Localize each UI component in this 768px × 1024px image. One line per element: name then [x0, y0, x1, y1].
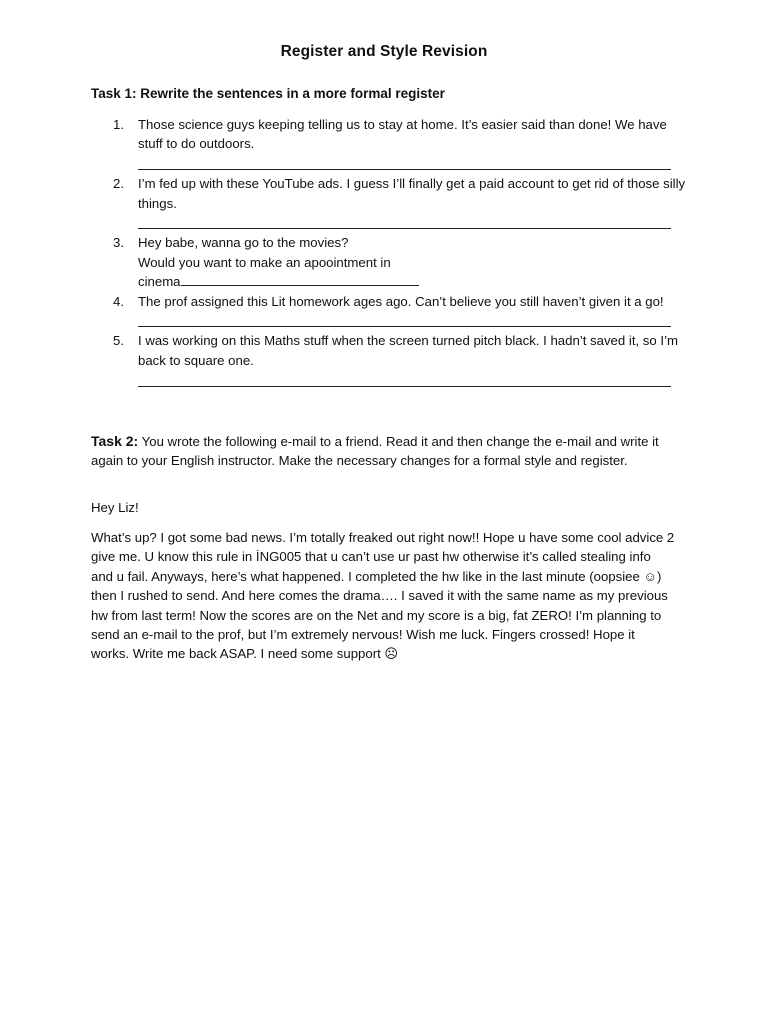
list-item-number: 4.: [113, 293, 124, 309]
answer-line[interactable]: [138, 209, 671, 229]
list-item-text: I’m fed up with these YouTube ads. I guess I’ll finally get a paid account to get rid of those silly things.: [138, 176, 686, 211]
list-item: [91, 115, 691, 170]
list-item-number: 1.: [113, 117, 124, 132]
list-item-text: cinema: [138, 274, 181, 290]
answer-line[interactable]: [138, 366, 671, 386]
task1-sentence-list: [91, 115, 691, 391]
document-title: Register and Style Revision: [280, 43, 488, 60]
list-item-text: I was working on this Maths stuff when the screen turned pitch black. I hadn’t saved it, so I’m back to square one.: [138, 333, 678, 368]
list-item: [91, 292, 691, 328]
answer-line[interactable]: [138, 307, 671, 327]
task1-heading: Task 1: Rewrite the sentences in a more formal register: [91, 86, 445, 101]
task2-instructions-text: You wrote the following e-mail to a friend. Read it and then change the e-mail and write it again to your English instructor. Make the necessary changes for a formal style and register.: [91, 434, 659, 469]
list-item-text: Would you want to make an apoointment in: [138, 254, 391, 270]
task2-label: Task 2:: [91, 433, 139, 449]
list-item-number: 2.: [113, 176, 124, 192]
list-item-number: 5.: [113, 333, 124, 349]
list-item-text: Hey babe, wanna go to the movies?: [138, 235, 349, 251]
list-item: [91, 174, 691, 229]
answer-line[interactable]: [138, 150, 671, 170]
list-item: [91, 233, 691, 291]
list-item-text: Those science guys keeping telling us to stay at home. It’s easier said than done! We have stuff to do outdoors.: [138, 117, 667, 152]
list-item: [91, 331, 691, 386]
email-body: What’s up? I got some bad news. I’m totally freaked out right now!! Hope u have some cool advice 2 give me. U know this rule in İNG005 that u can’t use ur past hw otherwise it’s called stealing info and u fail. Anyways, here’s what happened. I completed the hw like in the last minute (oopsiee ☺) then I rushed to send. And here comes the drama…. I saved it with the same name as my previous hw from last term! Now the scores are on the Net and my score is a big, fat ZERO! I’m planning to send an e-mail to the prof, but I’m extremely nervous! Wish me luck. Fingers crossed! Hope it works. Write me back ASAP. I need some support ☹: [91, 530, 675, 662]
email-greeting: Hey Liz!: [91, 500, 139, 515]
list-item-number: 3.: [113, 235, 124, 251]
list-item-text: The prof assigned this Lit homework ages ago. Can’t believe you still haven’t given it a go!: [138, 293, 664, 309]
answer-line[interactable]: [181, 272, 419, 286]
task2-instructions: [91, 432, 676, 471]
